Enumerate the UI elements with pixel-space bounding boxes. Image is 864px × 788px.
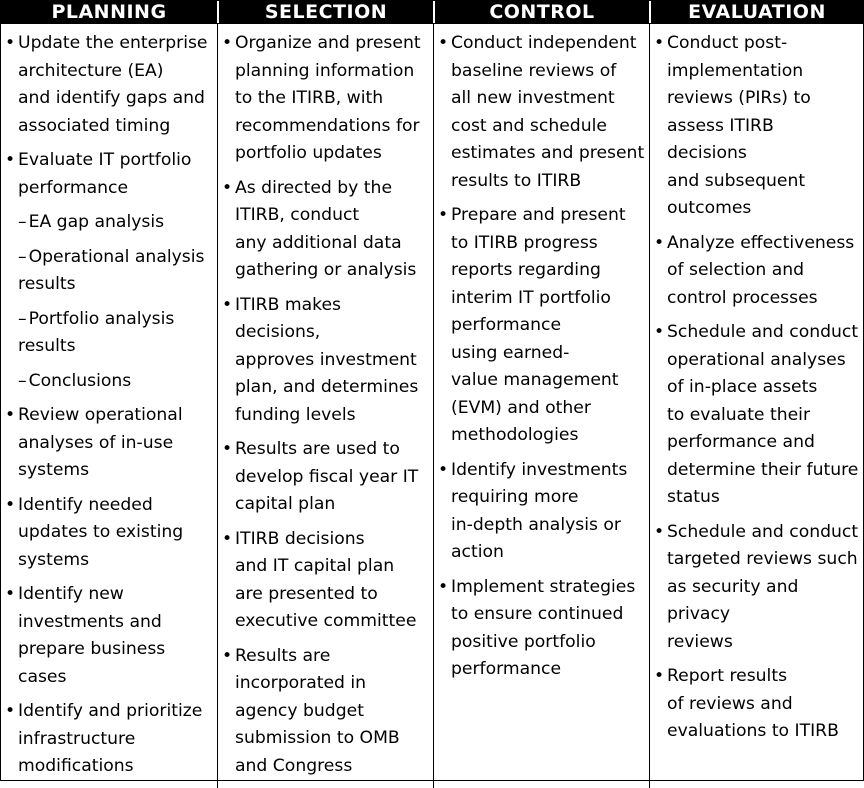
item-text: ITIRB decisions and IT capital plan are presented to executive committee [235, 528, 417, 631]
sub-list-item [5, 306, 213, 361]
bullet-icon: • [5, 33, 16, 53]
bullet-icon: • [5, 701, 16, 721]
header-control: CONTROL [433, 1, 649, 23]
item-text: Conclusions [28, 370, 132, 391]
bullet-icon: • [5, 405, 16, 425]
header-planning: PLANNING [51, 1, 167, 23]
bullet-icon: • [222, 645, 233, 666]
bullet-icon: • [222, 439, 233, 459]
bullet-icon: • [654, 322, 665, 342]
list-item [654, 230, 859, 313]
list-item [438, 574, 645, 684]
item-text: Evaluate IT portfolio performance [18, 150, 192, 198]
list-item [5, 402, 213, 485]
bullet-icon: • [222, 177, 233, 198]
list-item [222, 175, 429, 285]
dash-icon: – [18, 246, 27, 267]
list-item [5, 581, 213, 691]
bullet-icon: • [438, 576, 449, 597]
column-evaluation [649, 24, 863, 788]
list-item [5, 698, 213, 781]
item-text: Review operational analyses of in-use systems [18, 405, 183, 480]
item-text: ITIRB makes decisions, approves investment plan, and determines funding levels [235, 294, 419, 425]
list-item [222, 292, 429, 430]
header-row [1, 1, 863, 24]
bullet-icon: • [654, 521, 665, 542]
column-control [433, 24, 649, 788]
item-text: Results are used to develop fiscal year IT capital plan [235, 439, 419, 514]
list-item [5, 147, 213, 202]
list-item [222, 436, 429, 519]
sub-list-item [5, 209, 213, 237]
bullet-icon: • [654, 33, 665, 53]
item-text: Implement strategies to ensure continued positive portfolio performance [451, 576, 636, 679]
item-text: Schedule and conduct operational analyses of in-place assets to evaluate their performance and determine their future status [667, 322, 859, 507]
bullet-icon: • [654, 666, 665, 686]
item-text: EA gap analysis [28, 212, 165, 232]
item-text: Identify needed updates to existing systems [18, 494, 184, 570]
header-selection: SELECTION [217, 1, 433, 23]
list-item [654, 663, 859, 746]
bullet-icon: • [654, 232, 665, 253]
column-selection [217, 24, 433, 788]
list-item [654, 319, 859, 512]
item-text: Identify investments requiring more in-depth analysis or action [451, 459, 628, 562]
item-text: Organize and present planning information to the ITIRB, with recommendations for portfolio updates [235, 33, 421, 163]
item-text: Conduct post- implementation reviews (PIRs) to assess ITIRB decisions and subsequent outcomes [667, 33, 811, 218]
item-text: Prepare and present to ITIRB progress reports regarding interim IT portfolio performance using earned- value management (EVM) and other methodologies [451, 205, 626, 445]
bullet-icon: • [438, 33, 449, 53]
item-text: Identify and prioritize infrastructure modifications [18, 701, 203, 776]
header-evaluation: EVALUATION [649, 1, 863, 23]
bullet-icon: • [5, 494, 16, 515]
bullet-icon: • [5, 150, 16, 170]
bullet-icon: • [222, 33, 233, 53]
item-text: Results are incorporated in agency budget submission to OMB and Congress [235, 645, 400, 776]
item-text: Conduct independent baseline reviews of all new investment cost and schedule estimates and present results to ITIRB [451, 33, 645, 191]
bullet-icon: • [438, 459, 449, 480]
bullet-icon: • [5, 584, 16, 604]
item-text: Operational analysis results [18, 246, 205, 294]
body-row [1, 24, 863, 788]
list-item [654, 519, 859, 657]
sub-list-item [5, 368, 213, 396]
list-item [222, 30, 429, 168]
dash-icon: – [18, 212, 27, 232]
list-item [222, 643, 429, 781]
list-item [438, 202, 645, 450]
bullet-icon: • [222, 528, 233, 549]
bullet-icon: • [222, 294, 233, 315]
item-text: As directed by the ITIRB, conduct any additional data gathering or analysis [235, 177, 417, 280]
item-text: Portfolio analysis results [18, 308, 175, 356]
list-item [222, 526, 429, 636]
list-item [438, 457, 645, 567]
item-text: Identify new investments and prepare business cases [18, 584, 166, 687]
list-item [5, 492, 213, 575]
dash-icon: – [18, 370, 27, 391]
item-text: Report results of reviews and evaluations to ITIRB [667, 666, 839, 741]
bullet-icon: • [438, 205, 449, 225]
column-planning [1, 24, 217, 788]
list-item [5, 30, 213, 140]
item-text: Analyze effectiveness of selection and control processes [667, 232, 855, 308]
list-item [438, 30, 645, 195]
sub-list-item [5, 244, 213, 299]
dash-icon: – [18, 308, 27, 329]
item-text: Schedule and conduct targeted reviews such as security and privacy reviews [667, 521, 859, 652]
item-text: Update the enterprise architecture (EA) and identify gaps and associated timing [18, 33, 208, 136]
list-item [654, 30, 859, 223]
